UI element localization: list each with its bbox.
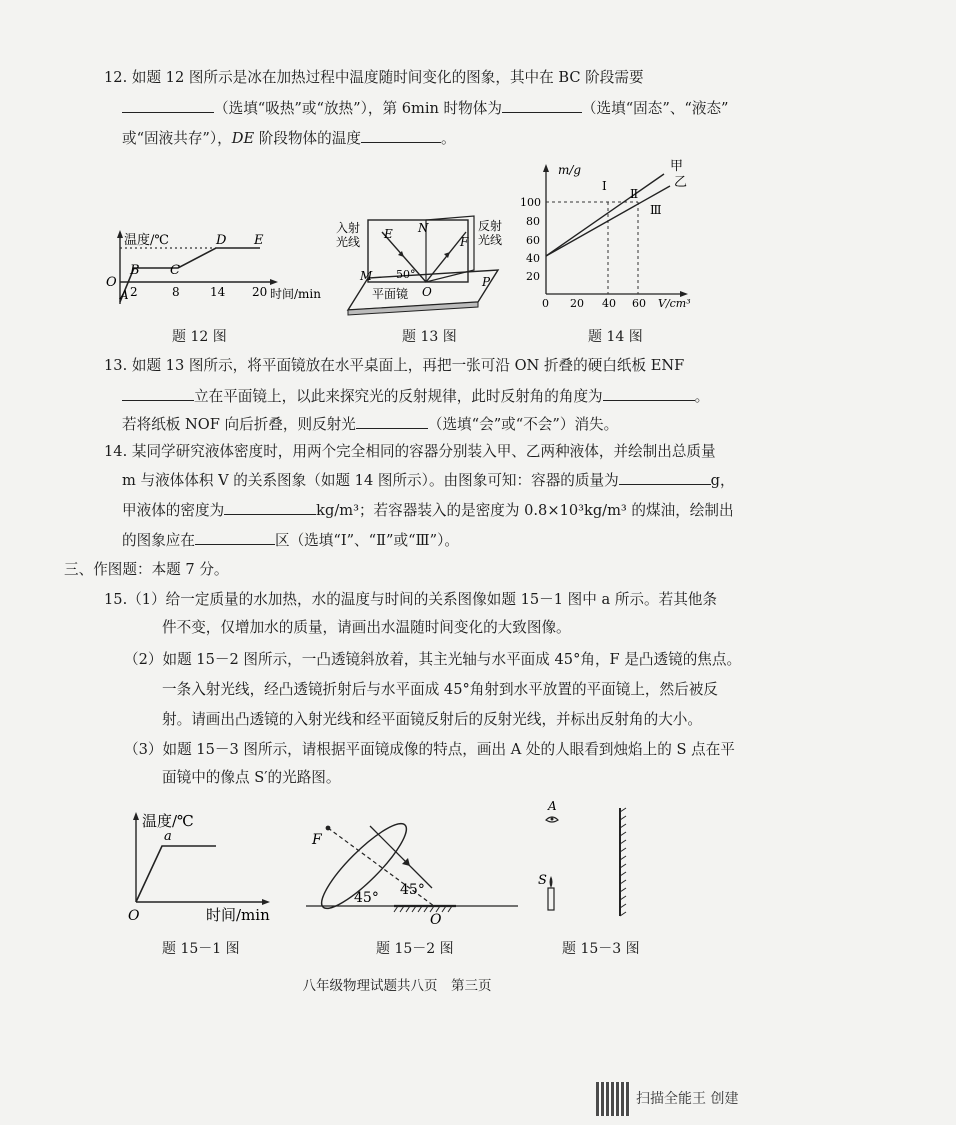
q12-blank-2[interactable] <box>502 98 582 113</box>
figure-15-2 <box>306 808 526 928</box>
fig12-tick-14: 14 <box>210 285 226 299</box>
fig12-point-E: E <box>254 233 264 248</box>
q14-blank-1[interactable] <box>619 470 711 485</box>
q13-blank-2[interactable] <box>603 386 695 401</box>
fig12-point-B: B <box>130 263 140 278</box>
q15-p1-line1: 15.（1）给一定质量的水加热，水的温度与时间的关系图像如题 15－1 图中 a 所示。若其他条 <box>104 591 717 608</box>
q13-line2: 立在平面镜上，以此来探究光的反射规律，此时反射角的角度为 。 <box>0 386 916 407</box>
fig15-3-caption: 题 15－3 图 <box>562 941 640 957</box>
fig15-3-source-label: S <box>538 873 547 888</box>
fig13-incident-label-2: 光线 <box>336 235 361 249</box>
fig14-xtick-20: 20 <box>570 297 584 310</box>
fig14-ytick-80: 80 <box>526 215 540 228</box>
fig13-angle: 50° <box>396 268 416 281</box>
fig15-2-caption: 题 15－2 图 <box>376 941 454 957</box>
fig14-ytick-60: 60 <box>526 234 540 247</box>
fig12-xlabel: 时间/min <box>270 287 321 301</box>
fig12-ylabel: 温度/℃ <box>124 233 169 248</box>
fig13-letter-N: N <box>418 221 429 235</box>
fig15-1-curve-label: a <box>164 829 172 844</box>
fig14-line-label-jia: 甲 <box>670 159 684 174</box>
q14-blank-2[interactable] <box>224 500 316 515</box>
fig14-ylabel: m/g <box>558 163 582 177</box>
fig14-ytick-20: 20 <box>526 270 540 283</box>
fig12-point-A: A <box>120 288 129 302</box>
q12-line3: 或“固液共存”），DE 阶段物体的温度 。 <box>122 130 456 147</box>
fig15-2-focus-point <box>326 826 331 831</box>
fig13-letter-E: E <box>384 227 393 241</box>
fig13-incident-label-1: 入射 <box>336 221 361 235</box>
q12-line1: 12. 如题 12 图所示是冰在加热过程中温度随时间变化的图象，其中在 BC 阶段需要 <box>104 69 644 86</box>
q13-blank-3[interactable] <box>356 414 428 429</box>
fig14-region-II: Ⅱ <box>630 187 639 201</box>
fig13-letter-F: F <box>460 235 469 249</box>
fig14-caption: 题 14 图 <box>588 329 643 345</box>
q15-p3-line1: （3）如题 15－3 图所示，请根据平面镜成像的特点，画出 A 处的人眼看到烛焰上的 S 点在平 <box>124 741 735 758</box>
q15-p2-line1: （2）如题 15－2 图所示，一凸透镜斜放着，其主光轴与水平面成 45°角，F 是凸透镜的焦点。 <box>124 651 742 668</box>
fig15-1-caption: 题 15－1 图 <box>162 941 240 957</box>
q12-line2: （选填“吸热”或“放热”），第 6min 时物体为 （选填“固态”、“液态” <box>0 98 916 119</box>
figure-15-3 <box>530 796 640 926</box>
fig14-line-label-yi: 乙 <box>674 175 688 190</box>
candle-icon <box>548 888 554 910</box>
q15-p2-line2: 一条入射光线，经凸透镜折射后与水平面成 45°角射到水平放置的平面镜上，然后被反 <box>162 681 718 698</box>
fig12-tick-8: 8 <box>172 285 180 299</box>
fig13-letter-P: P <box>482 275 491 289</box>
q14-blank-3[interactable] <box>195 530 275 545</box>
fig15-1-xlabel: 时间/min <box>206 906 270 924</box>
fig15-2-refracted-ray <box>370 826 432 888</box>
fig15-3-eye-label: A <box>548 799 557 813</box>
fig15-2-focus-label: F <box>312 832 322 848</box>
fig12-point-C: C <box>170 263 180 278</box>
fig13-reflected-label-1: 反射 <box>478 219 503 233</box>
fig13-letter-O: O <box>422 285 432 299</box>
fig12-caption: 题 12 图 <box>172 329 227 345</box>
fig14-xtick-60: 60 <box>632 297 646 310</box>
fig13-mirror-label: 平面镜 <box>372 287 409 301</box>
fig13-caption: 题 13 图 <box>402 329 457 345</box>
q13-line1: 13. 如题 13 图所示，将平面镜放在水平桌面上，再把一张可沿 ON 折叠的硬白纸板 ENF <box>104 357 685 374</box>
fig15-2-origin: O <box>430 912 442 928</box>
fig14-xtick-40: 40 <box>602 297 616 310</box>
fig12-tick-20: 20 <box>252 285 268 299</box>
fig14-xtick-0: 0 <box>542 297 549 310</box>
fig14-ytick-40: 40 <box>526 252 540 265</box>
scanner-watermark <box>594 1078 784 1118</box>
fig14-xlabel: V/cm³ <box>658 297 691 310</box>
q13-blank-1[interactable] <box>122 386 194 401</box>
fig15-1-origin: O <box>128 908 140 924</box>
fig14-region-I: Ⅰ <box>602 179 607 193</box>
fig12-origin: O <box>106 275 117 290</box>
fig12-point-D: D <box>216 233 227 248</box>
fig13-reflected-label-2: 光线 <box>478 233 503 247</box>
fig13-letter-M: M <box>360 269 373 283</box>
q14-line4: 的图象应在 区（选填“Ⅰ”、“Ⅱ”或“Ⅲ”）。 <box>122 532 459 549</box>
fig15-1-ylabel: 温度/℃ <box>142 812 194 830</box>
scanner-brand-text: 扫描全能王 创建 <box>636 1091 739 1107</box>
q15-p2-line3: 射。请画出凸透镜的入射光线和经平面镜反射后的反射光线，并标出反射角的大小。 <box>162 711 702 728</box>
fig12-curve <box>120 248 260 302</box>
page-footer: 八年级物理试题共八页 第三页 <box>302 978 492 994</box>
fig14-region-III: Ⅲ <box>650 203 662 217</box>
figure-14 <box>520 158 704 310</box>
qr-code-icon <box>596 1082 630 1116</box>
q12-blank-3[interactable] <box>361 128 441 143</box>
figure-15-1 <box>124 806 284 924</box>
fig12-tick-2: 2 <box>130 285 138 299</box>
figure-13 <box>338 212 518 324</box>
figure-12 <box>104 226 334 316</box>
fig15-2-angle-1: 45° <box>354 890 379 906</box>
q14-line1: 14. 某同学研究液体密度时，用两个完全相同的容器分别装入甲、乙两种液体，并绘制出总质量 <box>104 443 716 460</box>
candle-flame-icon <box>550 876 553 888</box>
q15-p1-line2: 件不变，仅增加水的质量，请画出水温随时间变化的大致图像。 <box>162 619 571 636</box>
section-3-heading: 三、作图题：本题 7 分。 <box>64 561 229 578</box>
q12-blank-1[interactable] <box>122 98 214 113</box>
fig15-2-angle-2: 45° <box>400 882 425 898</box>
q15-p3-line2: 面镜中的像点 S′的光路图。 <box>162 769 341 786</box>
fig14-ytick-100: 100 <box>520 196 541 209</box>
q13-line3: 若将纸板 NOF 向后折叠，则反射光 （选填“会”或“不会”）消失。 <box>122 416 619 433</box>
fig15-1-curve-a <box>136 846 216 902</box>
q14-line2: m 与液体体积 V 的关系图象（如题 14 图所示）。由图象可知：容器的质量为 g， <box>122 472 735 489</box>
q14-line3: 甲液体的密度为 kg/m³；若容器装入的是密度为 0.8×10³kg/m³ 的煤油，绘制出 <box>122 502 734 519</box>
